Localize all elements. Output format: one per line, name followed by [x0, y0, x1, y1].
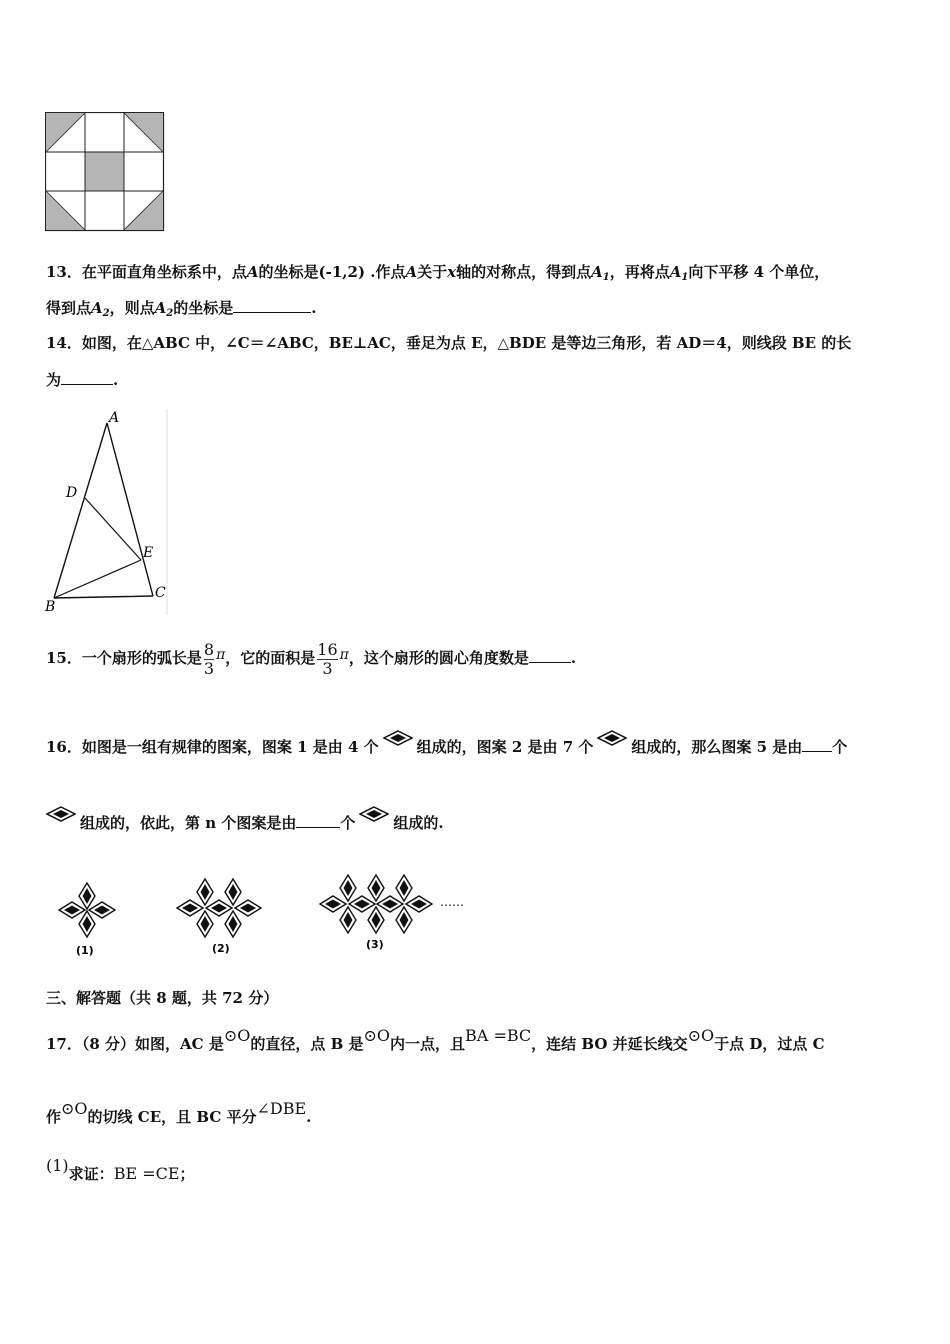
- q14-text: .: [113, 371, 119, 389]
- q16-text: 组成的，图案 2 是由 7 个: [416, 738, 594, 756]
- q17-1-text: 求证：: [68, 1165, 114, 1183]
- angle-dbe: ∠DBE: [256, 1099, 307, 1118]
- circle-o-symbol: ⊙O: [687, 1026, 715, 1045]
- q15-text: 15．一个扇形的弧长是: [46, 649, 202, 667]
- answer-blank[interactable]: [529, 648, 571, 663]
- q17-text: ，连结 BO 并延长线交: [531, 1035, 688, 1053]
- pattern-caption-2: (2): [212, 942, 230, 955]
- section-3-heading: 三、解答题（共 8 题，共 72 分）: [46, 989, 279, 1007]
- pattern-3-unit: [368, 875, 384, 901]
- pi-symbol: π: [216, 647, 226, 663]
- pattern-3-unit: [349, 896, 375, 912]
- q17-text: 内一点，且: [390, 1035, 466, 1053]
- q13-text: 得到点: [46, 299, 92, 317]
- pattern-1-unit: [89, 902, 115, 918]
- vertex-label-e: E: [143, 545, 154, 561]
- question-16-line-1: [46, 730, 847, 757]
- pattern-caption-3: (3): [366, 938, 384, 951]
- q13-var: x: [447, 263, 457, 281]
- diamond-unit-icon: [359, 806, 389, 822]
- q17-text: 于点 D，过点 C: [714, 1035, 825, 1053]
- q16-text: 个: [340, 814, 356, 832]
- question-15: [46, 636, 576, 678]
- fraction-denominator: 3: [203, 658, 215, 678]
- q17-text: 作: [46, 1108, 62, 1126]
- q14-text: 为: [46, 371, 62, 389]
- vertex-label-c: C: [155, 585, 166, 601]
- triangle-figure: [40, 405, 175, 615]
- pi-symbol: π: [339, 647, 349, 663]
- answer-blank[interactable]: [296, 813, 340, 828]
- pattern-2-unit: [225, 879, 241, 905]
- pattern-1-unit: [79, 883, 95, 909]
- q13-text: 向下平移 4 个单位，: [688, 263, 830, 281]
- pattern-3-unit: [368, 907, 384, 933]
- question-17-line-2: [46, 1089, 311, 1137]
- pattern-3-unit: [396, 875, 412, 901]
- q13-var: A: [669, 263, 682, 281]
- q16-text: 组成的，那么图案 5 是由: [631, 738, 803, 756]
- q13-var: A: [246, 263, 259, 281]
- pattern-2-unit: [177, 900, 203, 916]
- q13-subscript: 1: [602, 272, 610, 283]
- question-14-line-2: [46, 370, 118, 390]
- question-17-part-1: [46, 1146, 195, 1194]
- circle-o-symbol: ⊙O: [363, 1026, 391, 1045]
- pattern-1-unit: [59, 902, 85, 918]
- q13-text: 的坐标是(-1,2) .作点: [258, 263, 406, 281]
- q13-var: A: [405, 263, 418, 281]
- q13-subscript: 1: [681, 272, 689, 283]
- question-13-line-2: [46, 298, 317, 324]
- pattern-3-unit: [320, 896, 346, 912]
- q15-text: .: [570, 649, 577, 667]
- equation-ba-bc: BA =BC: [465, 1026, 532, 1045]
- q16-text: 16．如图是一组有规律的图案，图案 1 是由 4 个: [46, 738, 379, 756]
- pattern-1-unit: [79, 911, 95, 937]
- q16-text: 组成的.: [393, 814, 444, 832]
- vertex-label-a: A: [109, 410, 120, 426]
- q13-text: ，再将点: [609, 263, 670, 281]
- pattern-2-unit: [235, 900, 261, 916]
- diamond-unit-icon: [597, 730, 627, 746]
- fraction-numerator: 8: [203, 639, 215, 659]
- question-17-line-1: [46, 1016, 825, 1064]
- pattern-2-unit: [197, 879, 213, 905]
- circle-o-symbol: ⊙O: [61, 1099, 88, 1118]
- q13-var: A: [591, 263, 603, 281]
- pattern-sequence-figure: [50, 868, 480, 960]
- pattern-3-unit: [406, 896, 432, 912]
- q13-text: 关于: [417, 263, 448, 281]
- pattern-2-unit: [206, 900, 232, 916]
- q16-text: 组成的，依此，第 n 个图案是由: [80, 814, 297, 832]
- pattern-3-unit: [396, 907, 412, 933]
- fraction-numerator: 16: [317, 639, 338, 659]
- vertex-label-b: B: [45, 599, 56, 615]
- q17-1-text: ；: [179, 1165, 195, 1183]
- q13-text: 轴的对称点，得到点: [456, 263, 592, 281]
- q15-text: ，它的面积是: [225, 649, 316, 667]
- ellipsis: ……: [440, 895, 464, 909]
- q13-text: .: [311, 299, 317, 317]
- question-14-line-1: 14．如图，在△ABC 中，∠C＝∠ABC，BE⊥AC，垂足为点 E，△BDE 是等边三角形，若 AD＝4，则线段 BE 的长: [46, 334, 852, 352]
- q15-text: ，这个扇形的圆心角度数是: [348, 649, 529, 667]
- arc-length-fraction: [204, 641, 214, 678]
- circle-o-symbol: ⊙O: [223, 1026, 251, 1045]
- question-13-line-1: [46, 262, 829, 288]
- answer-blank[interactable]: [233, 298, 311, 313]
- q13-text: 13．在平面直角坐标系中，点: [46, 263, 247, 281]
- q17-text: 的直径，点 B 是: [250, 1035, 364, 1053]
- diamond-unit-icon: [46, 806, 76, 822]
- pattern-3-unit: [340, 875, 356, 901]
- question-16-line-2: [46, 806, 444, 833]
- q13-subscript: 2: [166, 308, 174, 319]
- q13-var: A: [154, 299, 167, 317]
- pattern-3-unit: [340, 907, 356, 933]
- diamond-unit-icon: [383, 730, 413, 746]
- pattern-caption-1: (1): [76, 944, 94, 957]
- part-number: (1): [46, 1156, 69, 1175]
- square-pattern-figure: [45, 112, 165, 232]
- answer-blank[interactable]: [61, 370, 113, 385]
- q17-text: .: [306, 1108, 312, 1126]
- vertex-label-d: D: [66, 485, 78, 501]
- q13-subscript: 2: [102, 308, 110, 319]
- q16-text: 个: [832, 738, 848, 756]
- pattern-2-unit: [197, 911, 213, 937]
- q13-text: ，则点: [109, 299, 155, 317]
- equation-be-ce: BE =CE: [113, 1164, 180, 1183]
- pattern-2-unit: [225, 911, 241, 937]
- q13-text: 的坐标是: [173, 299, 234, 317]
- answer-blank[interactable]: [802, 737, 832, 752]
- q17-text: 的切线 CE，且 BC 平分: [87, 1108, 257, 1126]
- q17-text: 17．（8 分）如图，AC 是: [46, 1035, 224, 1053]
- q13-var: A: [91, 299, 103, 317]
- area-fraction: [317, 641, 337, 678]
- fraction-denominator: 3: [317, 659, 337, 678]
- pattern-3-unit: [377, 896, 403, 912]
